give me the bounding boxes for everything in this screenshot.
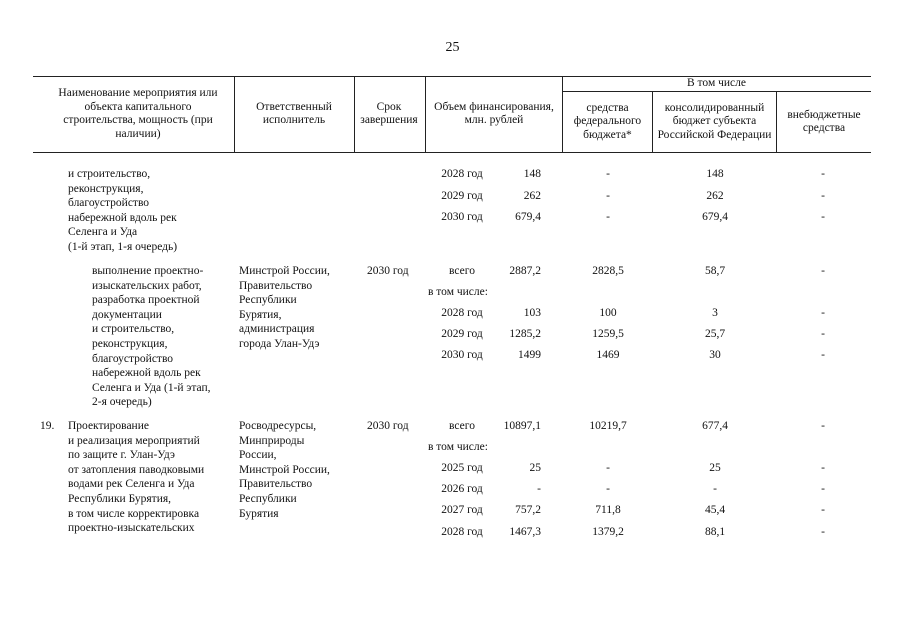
block1-name: и строительство, реконструкция, благоустройство набережной вдоль рек Селенга и Уда (1-й этап, 1-я очередь): [68, 168, 178, 253]
header-bottom-rule: [33, 152, 871, 153]
block2-deadline: 2030 год: [367, 265, 409, 277]
header-divider-6: [776, 91, 777, 152]
header-divider-3: [425, 76, 426, 152]
block2-name: выполнение проектно- изыскательских работ, разработка проектной документации и строительство, реконструкция, благоустройство набережной вдоль рек Селенга и Уда (1-й этап, 2-я очередь): [92, 265, 211, 409]
header-divider-2: [354, 76, 355, 152]
header-name-column: Наименование мероприятия или объекта капитального строительства, мощность (при наличии): [58, 87, 218, 140]
block3-deadline: 2030 год: [367, 420, 409, 432]
header-including-group: В том числе: [687, 77, 746, 90]
header-extra-column: внебюджетные средства: [787, 108, 861, 134]
block3-including-label: в том числе:: [428, 441, 488, 453]
block3-name: Проектирование и реализация мероприятий по защите г. Улан-Удэ от затопления паводковыми водами рек Селенга и Уда Республики Бурятия, в том числе корректировка проектно-изыскательских: [68, 420, 205, 535]
page-number: 25: [445, 40, 460, 55]
block3-number: 19.: [40, 420, 55, 432]
header-federal-column: средства федерального бюджета*: [573, 101, 642, 141]
header-divider-4: [562, 76, 563, 152]
header-volume-column: Объем финансирования, млн. рублей: [434, 100, 554, 126]
block3-executor: Росводресурсы, Минприроды России, Минстрой России, Правительство Республики Бурятия: [239, 420, 330, 520]
header-regional-column: консолидированный бюджет субъекта Российской Федерации: [657, 101, 772, 141]
header-divider-5: [652, 91, 653, 152]
block2-including-label: в том числе:: [428, 286, 488, 298]
header-executor-column: Ответственный исполнитель: [256, 100, 332, 126]
block2-executor: Минстрой России, Правительство Республики Бурятия, администрация города Улан-Удэ: [239, 265, 330, 350]
header-divider-1: [234, 76, 235, 152]
header-deadline-column: Срок завершения: [360, 100, 418, 126]
header-subgroup-rule: [562, 91, 871, 92]
